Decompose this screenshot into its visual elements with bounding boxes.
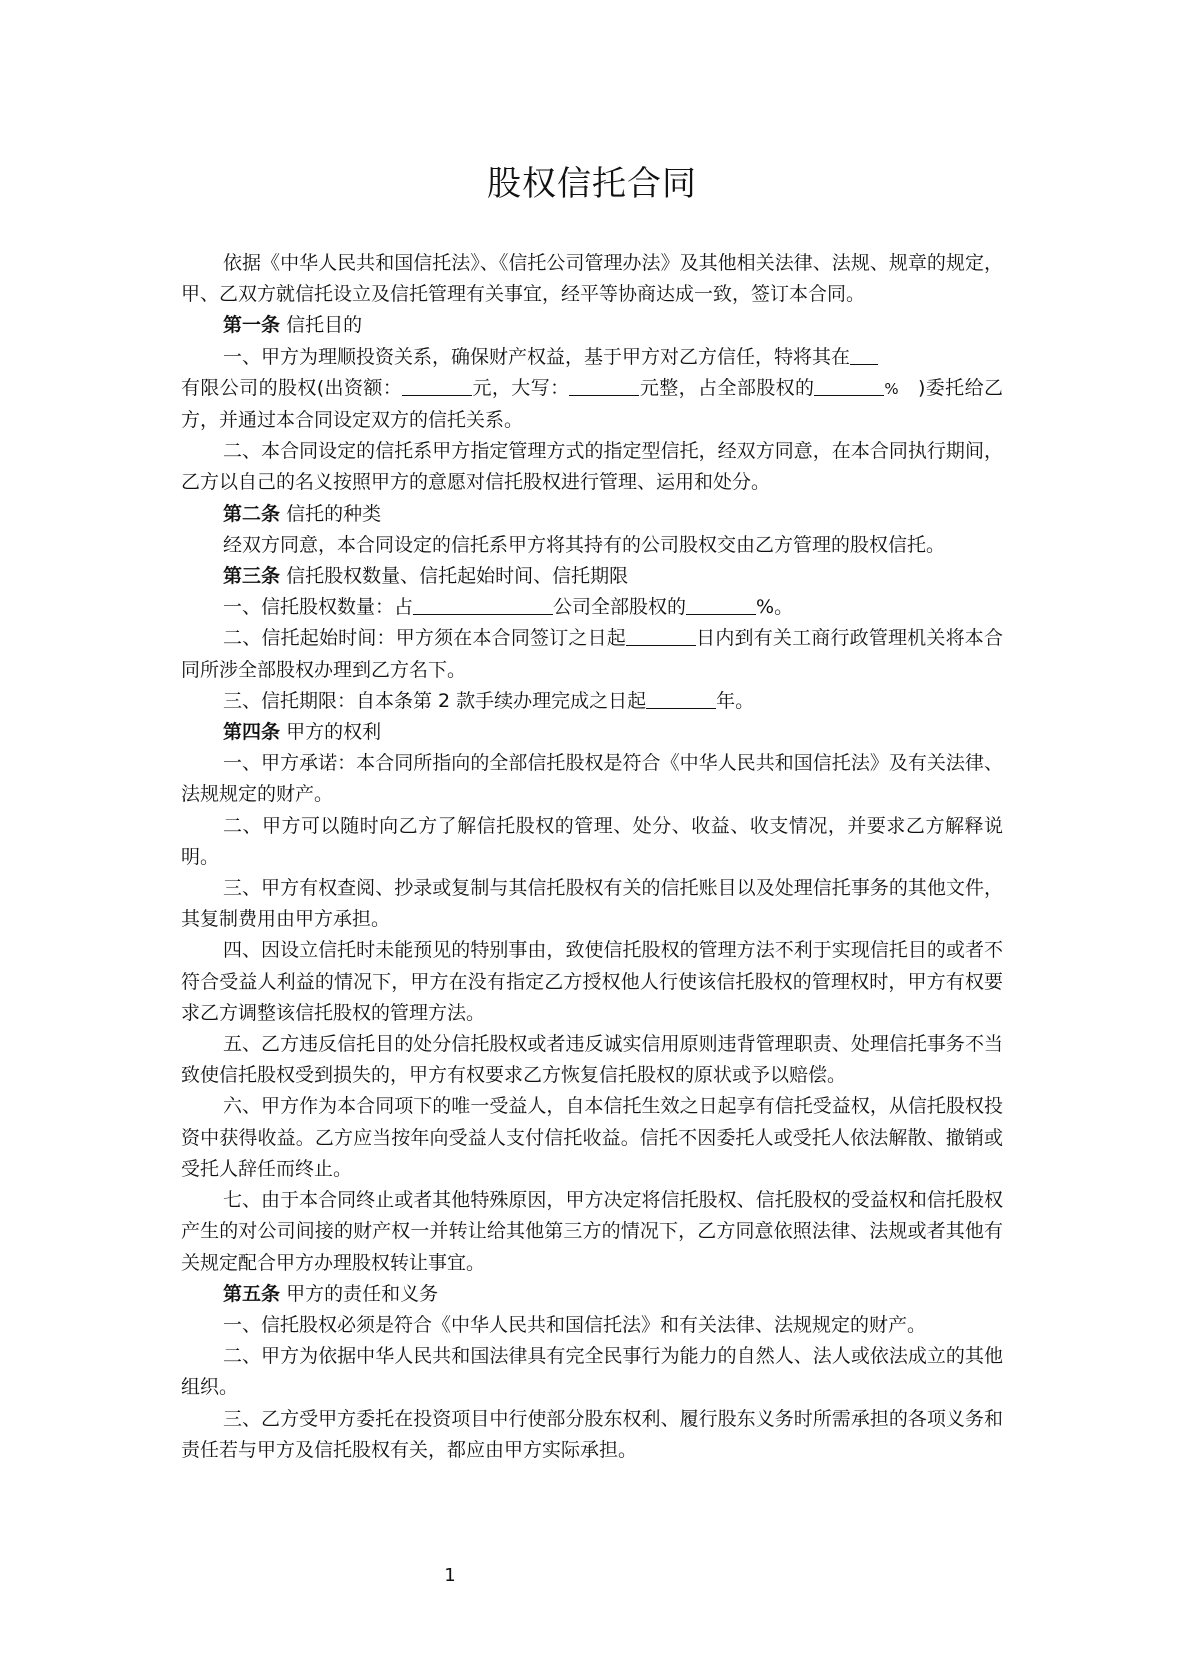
article-4-clause: 七、由于本合同终止或者其他特殊原因，甲方决定将信托股权、信托股权的受益权和信托股权产生的对公司间接的财产权一并转让给其他第三方的情况下，乙方同意依照法律、法规或者其他有关规定配合甲方办理股权转让事宜。 xyxy=(181,1189,1003,1274)
article-title: 信托股权数量、信托起始时间、信托期限 xyxy=(286,565,629,588)
clause-text: 有限公司的股权(出资额： xyxy=(181,376,403,399)
article-4-clause: 五、乙方违反信托目的处分信托股权或者违反诚实信用原则违背管理职责、处理信托事务不当致使信托股权受到损失的，甲方有权要求乙方恢复信托股权的原状或予以赔偿。 xyxy=(181,1033,1003,1087)
clause-text: 三、信托期限：自本条第 2 款手续办理完成之日起 xyxy=(223,689,647,712)
clause-text: %。 xyxy=(756,596,794,619)
fill-blank-days xyxy=(626,625,696,646)
clause-text: 二、信托起始时间：甲方须在本合同签订之日起 xyxy=(223,627,626,650)
document-body xyxy=(181,248,1003,1466)
fill-blank-share-count xyxy=(413,594,553,615)
article-3-clause-2 xyxy=(181,623,1003,685)
article-3-clause-3 xyxy=(181,686,1003,717)
article-1-clause-2: 二、本合同设定的信托系甲方指定管理方式的指定型信托，经双方同意，在本合同执行期间，乙方以自己的名义按照甲方的意愿对信托股权进行管理、运用和处分。 xyxy=(181,440,1003,494)
article-title: 甲方的权利 xyxy=(286,721,382,744)
article-5-clause: 二、甲方为依据中华人民共和国法律具有完全民事行为能力的自然人、法人或依法成立的其他组织。 xyxy=(181,1345,1003,1399)
article-5-clause: 一、信托股权必须是符合《中华人民共和国信托法》和有关法律、法规规定的财产。 xyxy=(223,1313,927,1336)
article-number: 第一条 xyxy=(223,314,281,337)
article-4-heading xyxy=(181,717,1003,748)
article-title: 信托目的 xyxy=(286,314,363,337)
fill-blank-percent xyxy=(814,375,884,396)
page-number: 1 xyxy=(444,1565,456,1586)
clause-text: 元，大写： xyxy=(472,376,570,399)
article-title: 甲方的责任和义务 xyxy=(286,1282,439,1305)
clause-text: 公司全部股权的 xyxy=(553,596,687,619)
article-5-heading xyxy=(181,1279,1003,1310)
article-3-heading xyxy=(181,561,1003,592)
article-number: 第五条 xyxy=(223,1282,281,1305)
document-title: 股权信托合同 xyxy=(487,164,697,204)
clause-text: 元整，占全部股权的 xyxy=(639,376,815,399)
article-number: 第二条 xyxy=(223,502,281,525)
preamble: 依据《中华人民共和国信托法》、《信托公司管理办法》及其他相关法律、法规、规章的规定，甲、乙双方就信托设立及信托管理有关事宜，经平等协商达成一致，签订本合同。 xyxy=(181,252,1003,306)
article-number: 第三条 xyxy=(223,565,281,588)
article-4-clause: 二、甲方可以随时向乙方了解信托股权的管理、处分、收益、收支情况，并要求乙方解释说明。 xyxy=(181,814,1003,868)
fill-blank-years xyxy=(646,688,716,709)
article-4-clause: 三、甲方有权查阅、抄录或复制与其信托股权有关的信托账目以及处理信托事务的其他文件，其复制费用由甲方承担。 xyxy=(181,877,1003,931)
article-2-clause-1: 经双方同意，本合同设定的信托系甲方将其持有的公司股权交由乙方管理的股权信托。 xyxy=(223,533,946,556)
clause-text: 年。 xyxy=(716,689,755,712)
article-3-clause-1 xyxy=(181,592,1003,623)
fill-blank-amount xyxy=(402,375,472,396)
article-1-clause-1 xyxy=(181,342,1003,437)
article-4-clause: 一、甲方承诺：本合同所指向的全部信托股权是符合《中华人民共和国信托法》及有关法律、法规规定的财产。 xyxy=(181,752,1003,806)
article-number: 第四条 xyxy=(223,721,281,744)
article-4-clause: 四、因设立信托时未能预见的特别事由，致使信托股权的管理方法不利于实现信托目的或者不符合受益人利益的情况下，甲方在没有指定乙方授权他人行使该信托股权的管理权时，甲方有权要求乙方调整该信托股权的管理方法。 xyxy=(181,939,1003,1024)
clause-text: 一、甲方为理顺投资关系，确保财产权益，基于甲方对乙方信任，特将其在 xyxy=(223,345,851,368)
percent-sign: % xyxy=(884,379,899,398)
fill-blank-amount-words xyxy=(569,375,639,396)
article-2-heading xyxy=(181,499,1003,530)
fill-blank-percent xyxy=(686,594,756,615)
clause-text: )委托给乙方，并通过本合同设定双方的信托关系。 xyxy=(181,376,1003,432)
article-4-clause: 六、甲方作为本合同项下的唯一受益人，自本信托生效之日起享有信托受益权，从信托股权投资中获得收益。乙方应当按年向受益人支付信托收益。信托不因委托人或受托人依法解散、撤销或受托人辞任而终止。 xyxy=(181,1095,1003,1180)
article-title: 信托的种类 xyxy=(286,502,382,525)
article-5-clause: 三、乙方受甲方委托在投资项目中行使部分股东权利、履行股东义务时所需承担的各项义务和责任若与甲方及信托股权有关，都应由甲方实际承担。 xyxy=(181,1407,1003,1461)
clause-text: 日内到有关工商行政管理机关将本合同所涉全部股权办理到乙方名下。 xyxy=(181,627,1003,681)
clause-text: 一、信托股权数量：占 xyxy=(223,596,414,619)
fill-blank-company xyxy=(850,344,878,365)
article-1-heading xyxy=(181,310,1003,341)
